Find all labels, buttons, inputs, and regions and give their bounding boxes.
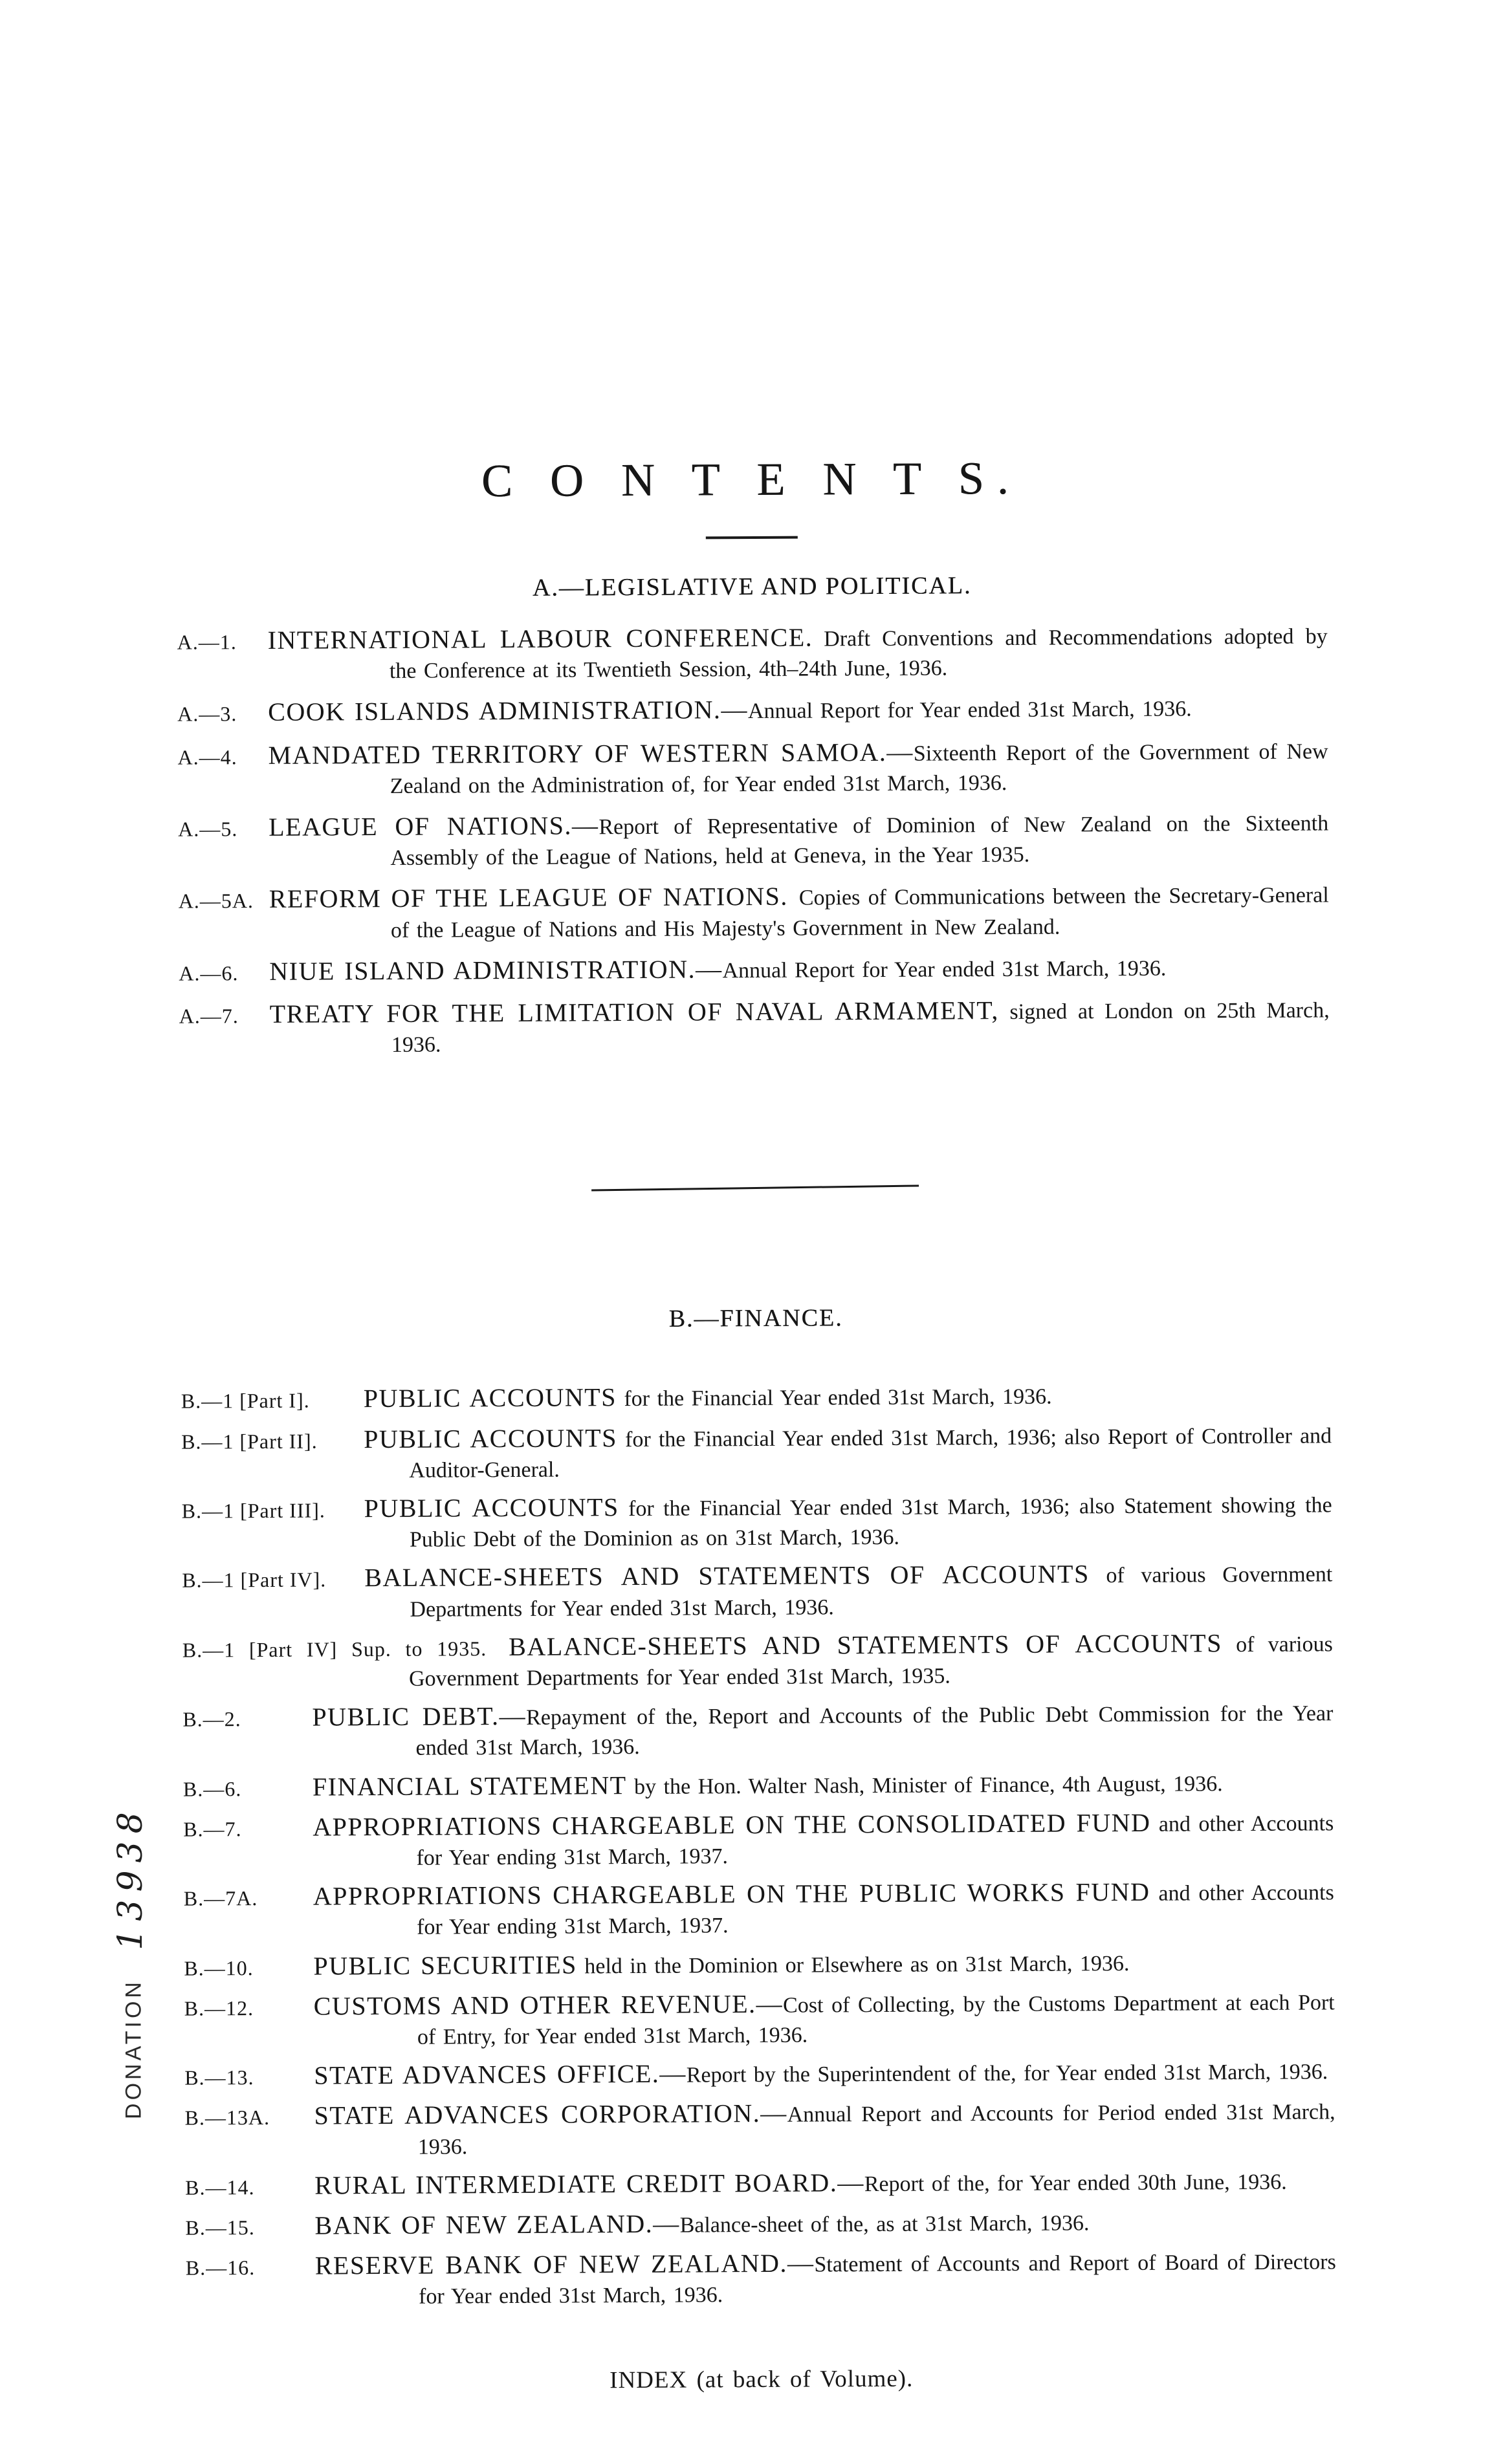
item-number: A.—3.: [177, 702, 237, 726]
item-description: for the Financial Year ended 31st March, 1936; also Report of Controller and Auditor-General.: [409, 1423, 1332, 1483]
item-text: [268, 617, 1328, 686]
section-divider-rule: [591, 1185, 919, 1192]
contents-item: [183, 1764, 1334, 1804]
item-description: Report by the Superintendent of the, for Year ended 31st March, 1936.: [686, 2060, 1328, 2088]
item-text: [314, 1983, 1335, 2053]
section-legislative-political: [177, 569, 1330, 1061]
item-title: RESERVE BANK OF NEW ZEALAND.—: [314, 2248, 815, 2280]
item-description: Draft Conventions and Recommendations adopted by the Conference at its Twentieth Session, 4th–24th June, 1936.: [389, 624, 1328, 684]
item-title: PUBLIC SECURITIES: [313, 1950, 577, 1981]
item-number: B.—1 [Part IV] Sup. to 1935.: [182, 1636, 487, 1662]
item-title: TREATY FOR THE LIMITATION OF NAVAL ARMAMENT,: [269, 996, 999, 1029]
contents-item: [184, 1874, 1334, 1944]
item-text: [312, 1695, 1333, 1764]
item-description: Sixteenth Report of the Government of New Zealand on the Administration of, for Year ended 31st March, 1936.: [390, 739, 1328, 798]
item-title: APPROPRIATIONS CHARGEABLE ON THE CONSOLIDATED FUND: [313, 1807, 1151, 1842]
item-title: REFORM OF THE LEAGUE OF NATIONS.: [269, 882, 788, 914]
item-description: Annual Report for Year ended 31st March, 1936.: [747, 697, 1192, 724]
item-number: B.—16.: [185, 2256, 256, 2280]
contents-item: [185, 2163, 1335, 2203]
item-description: Cost of Collecting, by the Customs Department at each Port of Entry, for Year ended 31st March, 1936.: [417, 1990, 1335, 2049]
contents-item: [177, 732, 1328, 802]
contents-item: [184, 2093, 1335, 2163]
item-number: B.—14.: [185, 2175, 255, 2199]
item-description: for the Financial Year ended 31st March, 1936; also Statement showing the Public Debt of the Dominion as on 31st March, 1936.: [409, 1493, 1332, 1552]
item-number: B.—2.: [182, 1707, 241, 1731]
item-title: PUBLIC ACCOUNTS: [364, 1423, 618, 1454]
item-text: [269, 804, 1328, 873]
item-text: [364, 1377, 1332, 1416]
item-number: B.—1 [Part III].: [181, 1498, 325, 1523]
handwritten-accession-number: 13938: [111, 1804, 150, 1950]
item-text: [314, 2053, 1335, 2093]
item-description: Report of the, for Year ended 30th June, 1936.: [864, 2170, 1287, 2196]
item-text: [314, 2163, 1335, 2202]
item-description: by the Hon. Walter Nash, Minister of Finance, 4th August, 1936.: [626, 1771, 1223, 1799]
item-description: Annual Report for Year ended 31st March, 1936.: [722, 956, 1167, 983]
item-text: [313, 1764, 1334, 1804]
item-number: B.—12.: [184, 1996, 254, 2020]
item-title: BALANCE-SHEETS AND STATEMENTS OF ACCOUNTS: [509, 1628, 1223, 1661]
item-title: INTERNATIONAL LABOUR CONFERENCE.: [267, 622, 813, 655]
contents-item: [177, 617, 1328, 687]
item-description: and other Accounts for Year ending 31st March, 1937.: [416, 1881, 1334, 1940]
item-title: NIUE ISLAND ADMINISTRATION.—: [269, 954, 723, 986]
item-text: [268, 690, 1328, 730]
item-description: and other Accounts for Year ending 31st March, 1937.: [416, 1811, 1334, 1870]
contents-item: [184, 1943, 1334, 1983]
contents-item: [181, 1377, 1332, 1417]
section-a-heading: A.—LEGISLATIVE AND POLITICAL.: [532, 572, 972, 602]
section-finance: [181, 1302, 1336, 2313]
item-number: A.—5.: [178, 817, 238, 841]
item-title: PUBLIC DEBT.—: [312, 1701, 527, 1732]
item-description: Copies of Communications between the Secretary-General of the League of Nations and His Majesty's Government in New Zealand.: [390, 883, 1329, 943]
contents-item: [179, 991, 1330, 1061]
item-number: B.—1 [Part IV].: [182, 1567, 327, 1593]
item-text: [314, 2203, 1335, 2242]
item-description: Statement of Accounts and Report of Board of Directors for Year ended 31st March, 1936.: [418, 2250, 1336, 2309]
item-number: B.—1 [Part I].: [181, 1389, 310, 1413]
contents-item: [181, 1417, 1332, 1487]
item-title: COOK ISLANDS ADMINISTRATION.—: [268, 695, 749, 727]
item-number: B.—1 [Part II].: [181, 1429, 318, 1454]
item-text: [270, 991, 1330, 1060]
item-title: BANK OF NEW ZEALAND.—: [314, 2208, 680, 2240]
item-text: [268, 732, 1328, 801]
item-number: A.—1.: [177, 630, 237, 654]
item-description: of various Government Departments for Year ended 31st March, 1936.: [410, 1562, 1333, 1622]
item-text: [313, 1874, 1334, 1943]
item-text: [313, 1804, 1334, 1873]
item-title: RURAL INTERMEDIATE CREDIT BOARD.—: [314, 2167, 864, 2200]
item-description: Report of Representative of Dominion of New Zealand on the Sixteenth Assembly of the League of Nations, held at Geneva, in the Year 1935.: [390, 811, 1329, 871]
item-number: B.—13.: [184, 2066, 254, 2089]
item-title: MANDATED TERRITORY OF WESTERN SAMOA.—: [268, 737, 914, 770]
item-title: PUBLIC ACCOUNTS: [364, 1492, 619, 1523]
contents-item: [178, 804, 1328, 874]
contents-item: [182, 1556, 1332, 1626]
item-number: B.—10.: [184, 1956, 254, 1980]
contents-item: [182, 1625, 1333, 1695]
item-number: A.—7.: [179, 1004, 239, 1028]
document-page: [176, 450, 1337, 2396]
item-number: B.—7A.: [183, 1886, 258, 1910]
item-text: [315, 2243, 1336, 2313]
index-note: INDEX (at back of Volume).: [610, 2365, 914, 2393]
contents-item: [183, 1804, 1334, 1874]
item-description: Annual Report and Accounts for Period ended 31st March, 1936.: [417, 2100, 1335, 2159]
item-text: [314, 2093, 1335, 2163]
contents-item: [179, 877, 1329, 946]
contents-item: [179, 948, 1329, 988]
item-number: B.—7.: [183, 1816, 242, 1841]
contents-item: [182, 1486, 1332, 1556]
contents-item: [177, 690, 1328, 730]
item-number: B.—15.: [185, 2216, 255, 2240]
item-title: PUBLIC ACCOUNTS: [363, 1382, 617, 1413]
donation-stamp: DONATION: [121, 1979, 146, 2119]
item-description: Balance-sheet of the, as at 31st March, 1936.: [679, 2211, 1090, 2238]
item-title: LEAGUE OF NATIONS.—: [269, 811, 599, 842]
page-title: C O N T E N T S.: [481, 452, 1022, 507]
section-b-heading: B.—FINANCE.: [668, 1304, 843, 1333]
item-title: APPROPRIATIONS CHARGEABLE ON THE PUBLIC WORKS FUND: [313, 1877, 1150, 1911]
item-number: A.—5A.: [178, 889, 254, 913]
contents-item: [185, 2203, 1335, 2243]
item-description: signed at London on 25th March, 1936.: [391, 998, 1330, 1058]
item-text: [364, 1486, 1332, 1554]
item-number: A.—6.: [179, 961, 239, 985]
item-text: [269, 877, 1329, 946]
item-description: for the Financial Year ended 31st March, 1936.: [616, 1385, 1052, 1412]
item-text: [364, 1556, 1332, 1624]
item-title: FINANCIAL STATEMENT: [312, 1770, 627, 1802]
item-text: [269, 948, 1329, 988]
contents-item: [184, 2053, 1335, 2093]
contents-item: [182, 1695, 1333, 1765]
title-divider-rule: [706, 536, 798, 540]
contents-item: [186, 2243, 1336, 2313]
item-text: [313, 1943, 1334, 1983]
item-title: CUSTOMS AND OTHER REVENUE.—: [313, 1989, 784, 2021]
item-number: B.—13A.: [184, 2106, 270, 2130]
contents-item: [184, 1983, 1335, 2053]
item-title: STATE ADVANCES CORPORATION.—: [314, 2099, 787, 2130]
item-description: Repayment of the, Report and Accounts of the Public Debt Commission for the Year ended 31st March, 1936.: [415, 1701, 1334, 1761]
item-description: of various Government Departments for Year ended 31st March, 1935.: [408, 1632, 1333, 1691]
item-title: BALANCE-SHEETS AND STATEMENTS OF ACCOUNTS: [364, 1559, 1090, 1593]
item-number: A.—4.: [177, 745, 237, 769]
item-text: [364, 1417, 1332, 1485]
item-description: held in the Dominion or Elsewhere as on 31st March, 1936.: [577, 1951, 1130, 1979]
item-number: B.—6.: [182, 1776, 242, 1801]
item-title: STATE ADVANCES OFFICE.—: [314, 2058, 687, 2090]
